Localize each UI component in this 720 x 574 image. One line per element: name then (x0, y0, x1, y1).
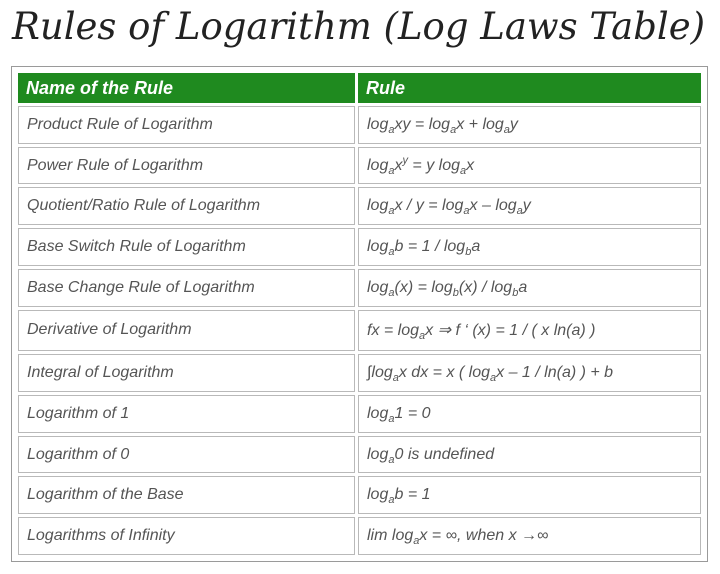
table-row (18, 106, 701, 144)
formula-text: b = 1 (394, 486, 431, 504)
table-row (18, 269, 701, 307)
formula-subscript: a (490, 372, 497, 385)
formula-text: x (466, 156, 475, 174)
formula-text: x ⇒ f ‘ (x) = 1 / ( x ln(a) ) (425, 322, 596, 340)
column-header-rule: Rule (358, 73, 701, 103)
rule-name-cell: Power Rule of Logarithm (18, 147, 355, 185)
column-header-name: Name of the Rule (18, 73, 355, 103)
formula-subscript: a (388, 124, 395, 137)
table-body (18, 106, 701, 555)
rule-formula-cell (358, 436, 701, 474)
page-title: Rules of Logarithm (Log Laws Table) (12, 5, 706, 48)
formula-text: x – log (469, 197, 517, 215)
table-row (18, 436, 701, 474)
log-laws-table (15, 70, 704, 558)
formula-text: xy = log (394, 115, 451, 133)
formula-text: x = ∞, when x →∞ (419, 527, 549, 545)
table-row (18, 517, 701, 555)
formula-subscript: a (392, 372, 399, 385)
formula-subscript: a (388, 494, 395, 507)
formula-text: ∫log (367, 364, 393, 382)
formula-text: log (367, 486, 389, 504)
formula-subscript: a (388, 286, 395, 299)
formula-text: a (471, 238, 481, 256)
rule-formula-cell (358, 106, 701, 144)
formula-subscript: a (388, 453, 395, 466)
formula-text: (x) / log (458, 278, 513, 296)
formula-text: lim log (367, 527, 414, 545)
rule-formula-cell (358, 269, 701, 307)
formula-subscript: b (512, 286, 519, 299)
formula-text: (x) = log (394, 278, 453, 296)
rule-formula-cell (358, 354, 701, 392)
formula-text: 0 is undefined (394, 445, 495, 463)
rule-name-cell: Integral of Logarithm (18, 354, 355, 392)
formula-text: y (509, 115, 518, 133)
rule-name-cell: Derivative of Logarithm (18, 310, 355, 352)
formula-text: a (518, 278, 528, 296)
formula-text: x + log (456, 115, 504, 133)
rule-name-cell: Product Rule of Logarithm (18, 106, 355, 144)
table-row (18, 395, 701, 433)
rule-formula-cell (358, 147, 701, 185)
table-row (18, 187, 701, 225)
rule-formula-cell (358, 310, 701, 352)
formula-text: x – 1 / ln(a) ) + b (496, 364, 614, 382)
rule-name-cell: Logarithm of 1 (18, 395, 355, 433)
formula-superscript: y (402, 154, 408, 167)
formula-subscript: a (516, 205, 523, 218)
formula-subscript: a (450, 124, 457, 137)
formula-text: log (367, 238, 389, 256)
formula-subscript: a (419, 330, 426, 343)
formula-text: log (367, 445, 389, 463)
formula-text: log (367, 156, 389, 174)
table-row (18, 228, 701, 266)
formula-subscript: b (465, 246, 472, 259)
formula-subscript: a (463, 205, 470, 218)
formula-text: y (522, 197, 531, 215)
formula-subscript: a (388, 205, 395, 218)
formula-subscript: a (388, 412, 395, 425)
formula-text: x / y = log (394, 197, 464, 215)
formula-text: log (367, 197, 389, 215)
rule-name-cell: Quotient/Ratio Rule of Logarithm (18, 187, 355, 225)
formula-subscript: b (452, 286, 459, 299)
table-row (18, 310, 701, 352)
formula-text: x (394, 156, 403, 174)
formula-subscript: a (413, 535, 420, 548)
formula-subscript: a (460, 164, 467, 177)
rule-name-cell: Base Change Rule of Logarithm (18, 269, 355, 307)
formula-text: log (367, 404, 389, 422)
rule-formula-cell (358, 228, 701, 266)
formula-text: log (367, 278, 389, 296)
table-row (18, 147, 701, 185)
formula-text: b = 1 / log (394, 238, 466, 256)
formula-subscript: a (503, 124, 510, 137)
rule-name-cell: Base Switch Rule of Logarithm (18, 228, 355, 266)
formula-text: = y log (407, 156, 461, 174)
rule-name-cell: Logarithms of Infinity (18, 517, 355, 555)
formula-subscript: a (388, 246, 395, 259)
rule-name-cell: Logarithm of the Base (18, 476, 355, 514)
table-row (18, 354, 701, 392)
log-laws-table-container (11, 66, 708, 562)
formula-subscript: a (388, 164, 395, 177)
rule-name-cell: Logarithm of 0 (18, 436, 355, 474)
rule-formula-cell (358, 476, 701, 514)
formula-text: x dx = x ( log (398, 364, 491, 382)
formula-text: log (367, 115, 389, 133)
formula-text: fx = log (367, 322, 420, 340)
rule-formula-cell (358, 187, 701, 225)
table-row (18, 476, 701, 514)
rule-formula-cell (358, 517, 701, 555)
formula-text: 1 = 0 (394, 404, 431, 422)
table-header-row (18, 73, 701, 103)
rule-formula-cell (358, 395, 701, 433)
